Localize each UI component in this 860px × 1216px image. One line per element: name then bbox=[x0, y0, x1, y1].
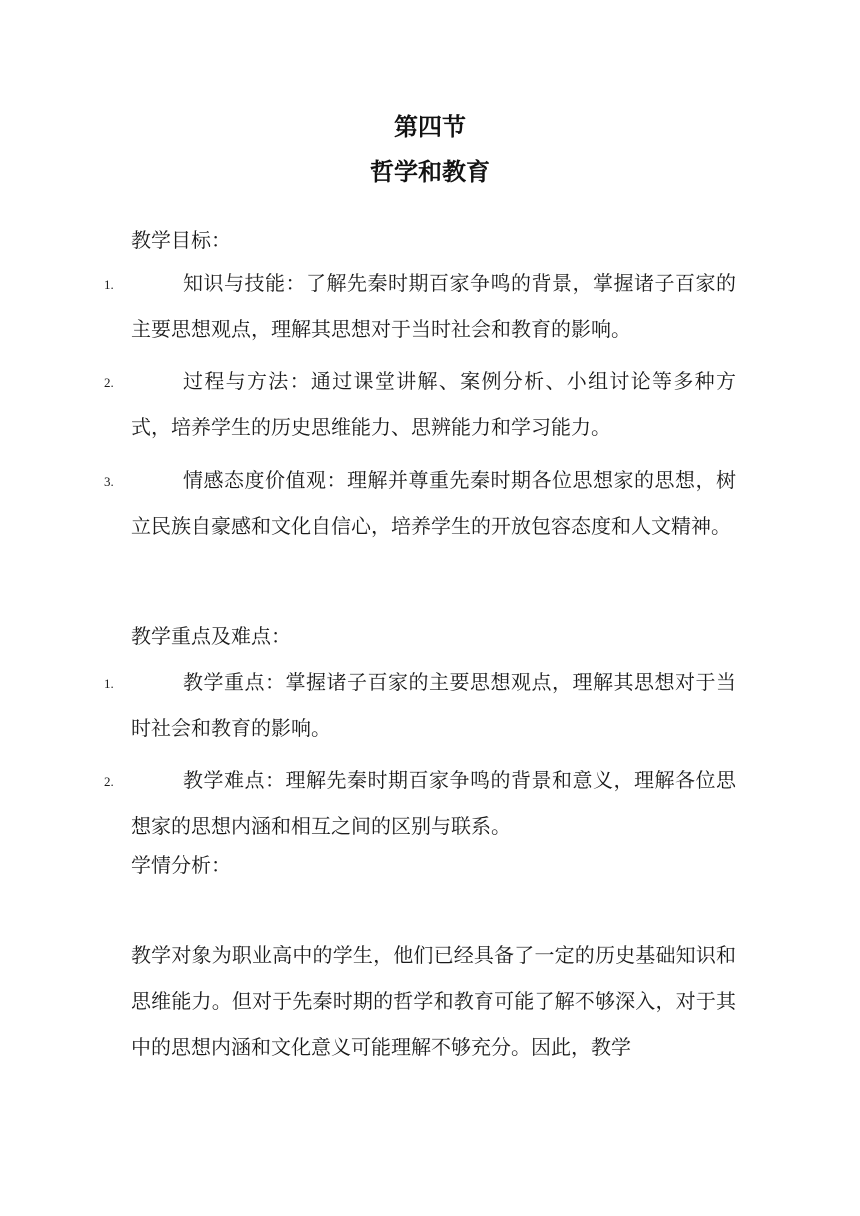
goal-number-3: 3. bbox=[104, 474, 114, 489]
section-number-title: 第四节 bbox=[394, 113, 466, 141]
goals-heading: 教学目标： bbox=[131, 228, 231, 252]
key-point-item-1: 教学重点：掌握诸子百家的主要思想观点，理解其思想对于当时社会和教育的影响。 bbox=[131, 670, 736, 740]
goal-number-2: 2. bbox=[104, 375, 114, 390]
key-points-heading: 教学重点及难点： bbox=[131, 624, 291, 648]
goal-item-3: 情感态度价值观：理解并尊重先秦时期各位思想家的思想，树立民族自豪感和文化自信心，培养学生的开放包容态度和人文精神。 bbox=[131, 468, 736, 538]
goal-number-1: 1. bbox=[104, 277, 114, 292]
goal-item-2: 过程与方法：通过课堂讲解、案例分析、小组讨论等多种方式，培养学生的历史思维能力、思辨能力和学习能力。 bbox=[131, 369, 736, 439]
key-point-item-2: 教学难点：理解先秦时期百家争鸣的背景和意义，理解各位思想家的思想内涵和相互之间的区别与联系。 bbox=[131, 768, 736, 838]
analysis-heading: 学情分析： bbox=[131, 853, 231, 877]
goal-item-1: 知识与技能：了解先秦时期百家争鸣的背景，掌握诸子百家的主要思想观点，理解其思想对于当时社会和教育的影响。 bbox=[131, 271, 736, 341]
key-point-number-1: 1. bbox=[104, 676, 114, 691]
section-title: 哲学和教育 bbox=[370, 158, 490, 186]
analysis-paragraph: 教学对象为职业高中的学生，他们已经具备了一定的历史基础知识和思维能力。但对于先秦时期的哲学和教育可能了解不够深入，对于其中的思想内涵和文化意义可能理解不够充分。因此，教学 bbox=[131, 943, 736, 1059]
key-point-number-2: 2. bbox=[104, 774, 114, 789]
